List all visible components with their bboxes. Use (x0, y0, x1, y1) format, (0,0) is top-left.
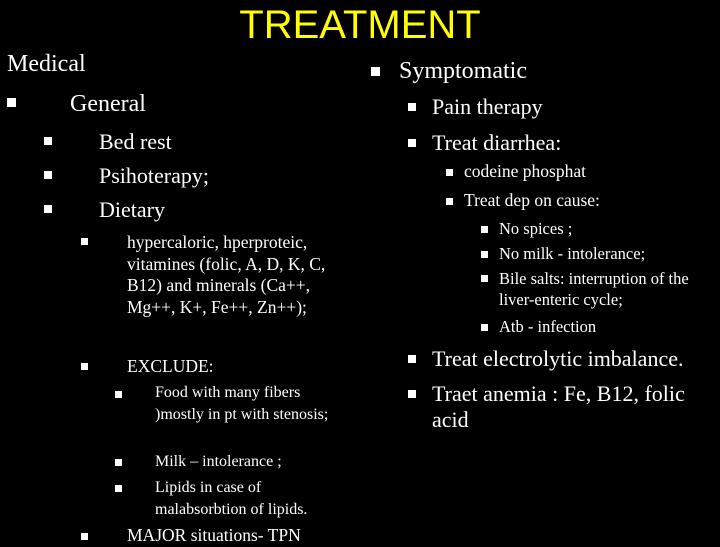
list-item-atb: Atb - infection (499, 317, 597, 336)
symptomatic-heading: Symptomatic (399, 58, 527, 84)
square-bullet-icon (115, 459, 122, 466)
list-item-milk: Milk – intolerance ; (155, 453, 282, 470)
square-bullet-icon (115, 485, 122, 492)
square-bullet-icon (446, 198, 453, 205)
list-item-exclude: EXCLUDE: (127, 356, 214, 376)
list-item-treat-cause: Treat dep on cause: (464, 190, 600, 210)
square-bullet-icon (408, 103, 416, 111)
list-item-electrolytic: Treat electrolytic imbalance. (432, 346, 684, 371)
list-item-dietary: Dietary (99, 197, 165, 222)
square-bullet-icon (44, 137, 52, 145)
list-item-anemia: Traet anemia : Fe, B12, folic acid (432, 381, 685, 432)
square-bullet-icon (446, 169, 453, 176)
list-item-major-situations: MAJOR situations- TPN (127, 525, 301, 545)
list-item-lipids: Lipids in case of malabsorbtion of lipids. (155, 479, 308, 518)
square-bullet-icon (7, 98, 16, 107)
list-item-bed-rest: Bed rest (99, 129, 172, 154)
list-item-treat-diarrhea: Treat diarrhea: (432, 130, 562, 155)
medical-heading: Medical (7, 51, 86, 77)
list-item-no-milk: No milk - intolerance; (499, 244, 646, 263)
list-item-codeine: codeine phosphat (464, 161, 586, 181)
square-bullet-icon (115, 391, 122, 398)
square-bullet-icon (481, 324, 488, 331)
list-item-psihoterapy: Psihoterapy; (99, 163, 209, 188)
list-item-hypercaloric: hypercaloric, hperproteic, vitamines (folic, A, D, K, C, B12) and minerals (Ca++, Mg++, K+, Fe++, Zn++); (127, 232, 326, 317)
square-bullet-icon (81, 238, 88, 245)
square-bullet-icon (481, 251, 488, 258)
list-item-fibers: Food with many fibers )mostly in pt with stenosis; (155, 384, 329, 423)
square-bullet-icon (408, 139, 416, 147)
general-heading: General (70, 91, 146, 117)
square-bullet-icon (44, 205, 52, 213)
square-bullet-icon (408, 390, 416, 398)
slide-title: TREATMENT (239, 3, 481, 47)
square-bullet-icon (81, 533, 88, 540)
square-bullet-icon (371, 67, 380, 76)
list-item-no-spices: No spices ; (499, 219, 573, 238)
square-bullet-icon (408, 355, 416, 363)
square-bullet-icon (81, 363, 88, 370)
list-item-pain-therapy: Pain therapy (432, 94, 543, 119)
list-item-bile-salts: Bile salts: interruption of the liver-enteric cycle; (499, 269, 689, 309)
square-bullet-icon (481, 226, 488, 233)
square-bullet-icon (44, 171, 52, 179)
square-bullet-icon (481, 275, 488, 282)
